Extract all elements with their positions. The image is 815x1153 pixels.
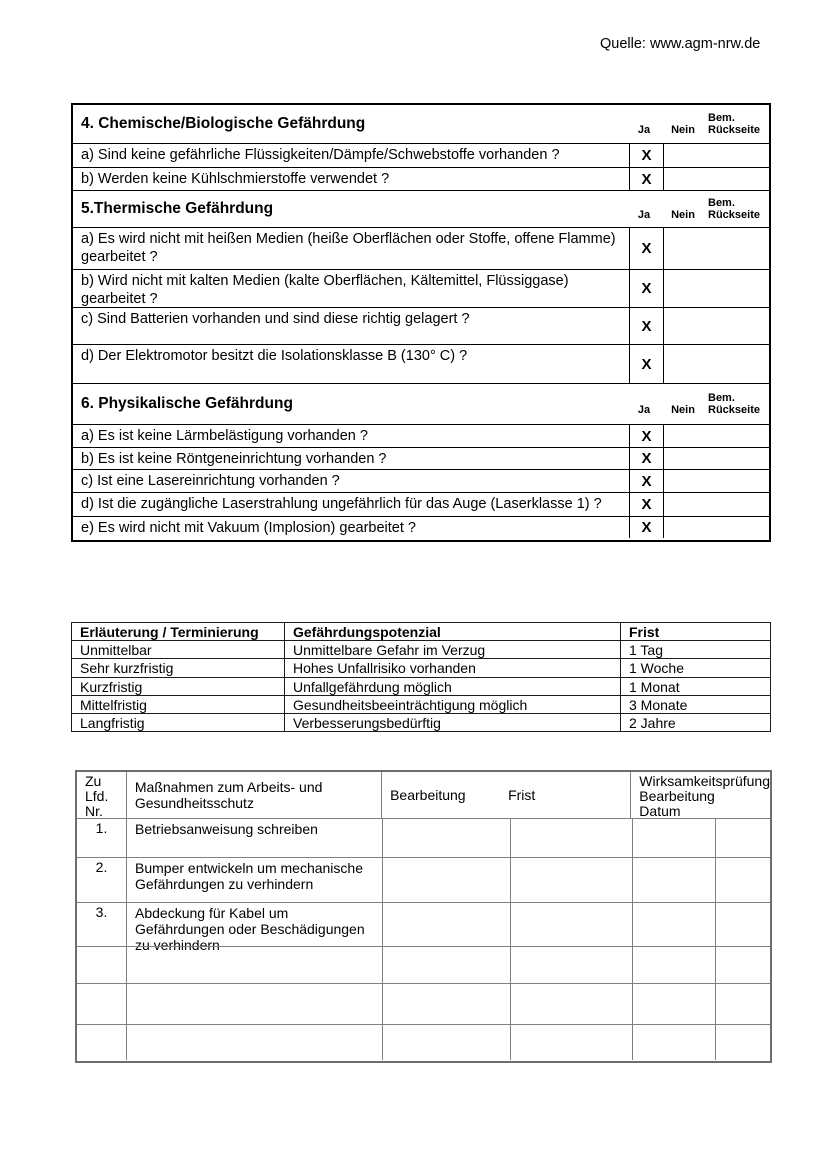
legend-cell: Unfallgefährdung möglich xyxy=(284,678,620,695)
question-cell: c) Sind Batterien vorhanden und sind diese richtig gelagert ? xyxy=(81,311,470,327)
frist-cell xyxy=(510,984,632,1024)
ja-column-label: Ja xyxy=(637,404,651,416)
question-cell: b) Wird nicht mit kalten Medien (kalte Oberflächen, Kältemittel, Flüssiggase) gearbeitet ? xyxy=(81,273,569,307)
measures-table xyxy=(75,770,772,1063)
section-6-header-row xyxy=(73,383,769,424)
question-cell: a) Es ist keine Lärmbelästigung vorhanden ? xyxy=(81,428,368,444)
header-cell-massnahmen: Maßnahmen zum Arbeits- und Gesundheitsschutz xyxy=(126,772,381,818)
legend-table xyxy=(71,622,771,732)
question-row xyxy=(73,143,769,167)
ja-mark-cell: X xyxy=(629,144,663,167)
measure-row xyxy=(77,1024,770,1060)
header-cell-wirksamkeitspruefung: Wirksamkeitsprüfung Bearbeitung Datum xyxy=(630,772,770,818)
legend-cell: Langfristig xyxy=(80,714,145,731)
question-cell: d) Der Elektromotor besitzt die Isolationsklasse B (130° C) ? xyxy=(81,348,468,364)
frist-cell xyxy=(510,947,632,983)
legend-cell: Mittelfristig xyxy=(80,696,147,713)
section-5-header-row xyxy=(73,190,769,227)
measure-row xyxy=(77,983,770,1024)
wirksamkeit-bearbeitung-cell xyxy=(632,947,715,983)
question-cell: b) Werden keine Kühlschmierstoffe verwendet ? xyxy=(81,171,390,187)
nein-bem-cell xyxy=(663,493,769,516)
bearbeitung-cell xyxy=(382,1025,510,1060)
nein-bem-cell xyxy=(663,425,769,447)
frist-cell xyxy=(510,819,632,857)
column-labels xyxy=(627,112,769,137)
legend-header-frist: Frist xyxy=(620,623,770,640)
wirksamkeit-bearbeitung-cell xyxy=(632,1025,715,1060)
ja-mark-cell: X xyxy=(629,470,663,492)
section-4-title: 4. Chemische/Biologische Gefährdung xyxy=(81,115,366,132)
nr-cell: 3. xyxy=(95,904,108,920)
nein-column-label: Nein xyxy=(671,124,695,136)
measure-cell: Bumper entwickeln um mechanische Gefährdungen zu verhindern xyxy=(126,858,382,902)
legend-cell: Unmittelbare Gefahr im Verzug xyxy=(284,641,620,658)
bem-rueckseite-column-label: Bem. Rückseite xyxy=(708,196,760,221)
measure-row xyxy=(77,857,770,902)
wirksamkeit-bearbeitung-cell xyxy=(632,903,715,946)
ja-mark-cell: X xyxy=(629,517,663,538)
legend-cell: 1 Tag xyxy=(620,641,770,658)
ja-mark-cell: X xyxy=(629,345,663,383)
measure-cell: Abdeckung für Kabel um Gefährdungen oder Beschädigungen zu verhindern xyxy=(126,903,382,946)
nr-cell xyxy=(77,984,126,1024)
nr-cell xyxy=(77,1025,126,1060)
nein-bem-cell xyxy=(663,345,769,383)
ja-mark-cell: X xyxy=(629,425,663,447)
section-5-title: 5.Thermische Gefährdung xyxy=(81,200,274,217)
section-4-header-row xyxy=(73,105,769,143)
question-row xyxy=(73,516,769,538)
legend-cell: Gesundheitsbeeinträchtigung möglich xyxy=(284,696,620,713)
legend-cell: 3 Monate xyxy=(620,696,770,713)
wirksamkeit-datum-cell xyxy=(715,819,770,857)
legend-cell: 1 Woche xyxy=(620,659,770,676)
column-labels xyxy=(627,392,769,417)
measures-header-row xyxy=(77,772,770,818)
nein-bem-cell xyxy=(663,517,769,538)
nr-cell: 1. xyxy=(95,820,108,836)
ja-mark-cell: X xyxy=(629,448,663,469)
nr-cell: 2. xyxy=(95,859,108,875)
wirksamkeit-bearbeitung-cell xyxy=(632,858,715,902)
ja-mark-cell: X xyxy=(629,168,663,190)
nein-bem-cell xyxy=(663,470,769,492)
header-cell-bearbeitung-frist xyxy=(381,772,630,818)
ja-mark-cell: X xyxy=(629,270,663,307)
legend-row xyxy=(72,713,770,731)
ja-mark-cell: X xyxy=(629,308,663,344)
frist-cell xyxy=(510,1025,632,1060)
question-row xyxy=(73,167,769,190)
nr-cell xyxy=(77,947,126,983)
header-frist-label: Frist xyxy=(508,787,536,803)
question-row xyxy=(73,307,769,344)
question-cell: d) Ist die zugängliche Laserstrahlung ungefährlich für das Auge (Laserklasse 1) ? xyxy=(81,496,602,512)
measure-cell xyxy=(126,947,382,983)
question-cell: a) Sind keine gefährliche Flüssigkeiten/Dämpfe/Schwebstoffe vorhanden ? xyxy=(81,147,560,163)
header-cell-lfd-nr: Zu Lfd. Nr. xyxy=(85,773,109,819)
wirksamkeit-bearbeitung-cell xyxy=(632,819,715,857)
frist-cell xyxy=(510,858,632,902)
legend-cell: 2 Jahre xyxy=(620,714,770,731)
nein-bem-cell xyxy=(663,228,769,269)
measure-row xyxy=(77,902,770,953)
question-row xyxy=(73,424,769,447)
nein-bem-cell xyxy=(663,168,769,190)
bearbeitung-cell xyxy=(382,984,510,1024)
question-cell: b) Es ist keine Röntgeneinrichtung vorhanden ? xyxy=(81,451,387,467)
nein-bem-cell xyxy=(663,308,769,344)
hazard-checklist-table xyxy=(71,103,771,542)
ja-column-label: Ja xyxy=(637,124,651,136)
question-row xyxy=(73,269,769,307)
question-cell: a) Es wird nicht mit heißen Medien (heiße Oberflächen oder Stoffe, offene Flamme) gearbeitet ? xyxy=(81,231,616,265)
legend-row xyxy=(72,695,770,713)
legend-row xyxy=(72,658,770,676)
measure-cell: Betriebsanweisung schreiben xyxy=(126,819,382,857)
measure-row xyxy=(77,818,770,857)
question-row xyxy=(73,469,769,492)
section-6-title: 6. Physikalische Gefährdung xyxy=(81,395,293,412)
question-row xyxy=(73,344,769,383)
question-row xyxy=(73,447,769,469)
bearbeitung-cell xyxy=(382,903,510,946)
nein-column-label: Nein xyxy=(671,209,695,221)
question-cell: e) Es wird nicht mit Vakuum (Implosion) gearbeitet ? xyxy=(81,520,416,536)
source-label: Quelle: www.agm-nrw.de xyxy=(600,36,761,52)
legend-header-gefaehrdungspotenzial: Gefährdungspotenzial xyxy=(284,623,620,640)
nein-bem-cell xyxy=(663,448,769,469)
measure-row xyxy=(77,946,770,983)
measure-cell xyxy=(126,984,382,1024)
ja-mark-cell: X xyxy=(629,228,663,269)
ja-mark-cell: X xyxy=(629,493,663,516)
nein-bem-cell xyxy=(663,270,769,307)
wirksamkeit-datum-cell xyxy=(715,947,770,983)
question-row xyxy=(73,492,769,516)
wirksamkeit-datum-cell xyxy=(715,984,770,1024)
legend-cell: Sehr kurzfristig xyxy=(80,660,174,677)
legend-header-erlaeuterung: Erläuterung / Terminierung xyxy=(80,624,259,640)
wirksamkeit-datum-cell xyxy=(715,1025,770,1060)
legend-cell: Unmittelbar xyxy=(80,642,152,659)
legend-cell: 1 Monat xyxy=(620,678,770,695)
ja-column-label: Ja xyxy=(637,209,651,221)
wirksamkeit-datum-cell xyxy=(715,858,770,902)
legend-cell: Kurzfristig xyxy=(80,678,143,695)
bem-rueckseite-column-label: Bem. Rückseite xyxy=(708,111,760,136)
bearbeitung-cell xyxy=(382,858,510,902)
measure-cell xyxy=(126,1025,382,1060)
wirksamkeit-bearbeitung-cell xyxy=(632,984,715,1024)
frist-cell xyxy=(510,903,632,946)
wirksamkeit-datum-cell xyxy=(715,903,770,946)
nein-bem-cell xyxy=(663,144,769,167)
legend-header-row xyxy=(72,623,770,640)
legend-cell: Hohes Unfallrisiko vorhanden xyxy=(284,659,620,676)
bearbeitung-cell xyxy=(382,947,510,983)
question-row xyxy=(73,227,769,269)
nein-column-label: Nein xyxy=(671,404,695,416)
bem-rueckseite-column-label: Bem. Rückseite xyxy=(708,391,760,416)
column-labels xyxy=(627,197,769,222)
bearbeitung-cell xyxy=(382,819,510,857)
legend-row xyxy=(72,640,770,658)
legend-row xyxy=(72,677,770,695)
question-cell: c) Ist eine Lasereinrichtung vorhanden ? xyxy=(81,473,340,489)
header-bearbeitung-label: Bearbeitung xyxy=(390,787,466,803)
legend-cell: Verbesserungsbedürftig xyxy=(284,714,620,731)
